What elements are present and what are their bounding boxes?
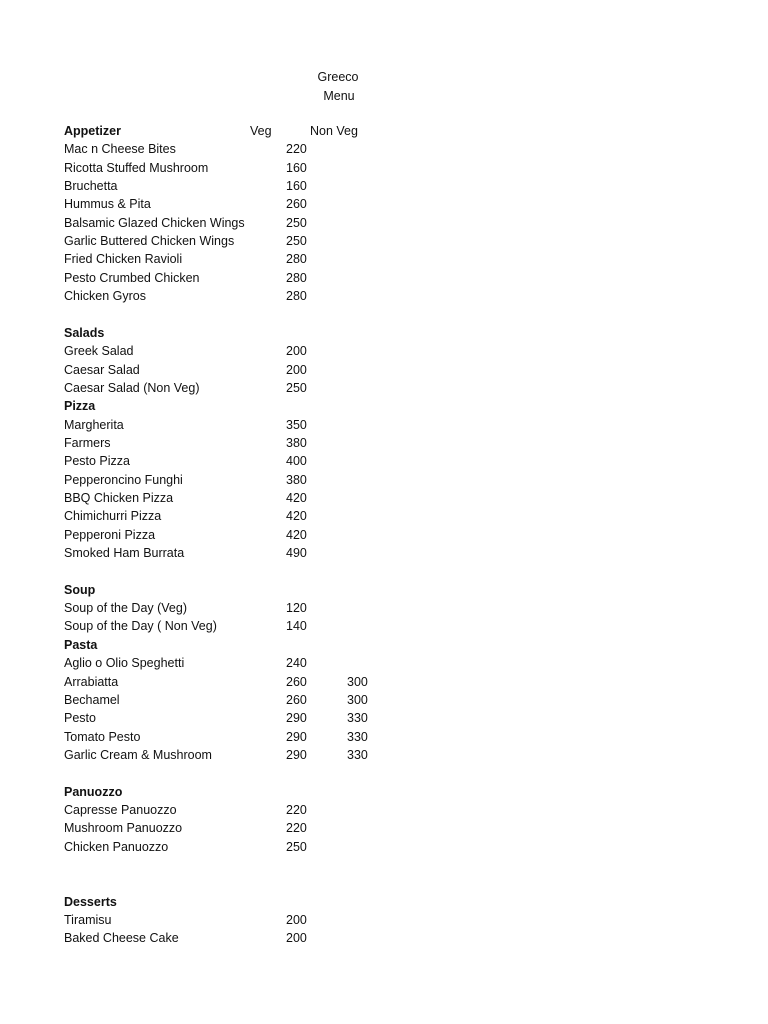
- menu-item-name: Soup of the Day (Veg): [64, 601, 187, 616]
- menu-item-row: [0, 509, 768, 527]
- menu-item-name: Hummus & Pita: [64, 197, 151, 212]
- menu-item-row: [0, 528, 768, 546]
- section-heading-label: Desserts: [64, 894, 117, 909]
- veg-price: 250: [286, 380, 307, 395]
- menu-item-name: Chimichurri Pizza: [64, 509, 162, 524]
- veg-price: 280: [286, 289, 307, 304]
- veg-price: 260: [286, 674, 307, 689]
- nonveg-price: 330: [347, 729, 368, 744]
- menu-item-name: Smoked Ham Burrata: [64, 546, 185, 561]
- menu-item-name: Chicken Gyros: [64, 289, 146, 304]
- menu-item-row: [0, 619, 768, 637]
- veg-price: 290: [286, 747, 307, 762]
- menu-item-row: [0, 601, 768, 619]
- menu-item-name: Baked Cheese Cake: [64, 931, 179, 946]
- menu-item-name: Capresse Panuozzo: [64, 802, 177, 817]
- menu-item-row: [0, 179, 768, 197]
- veg-price: 160: [286, 179, 307, 194]
- section-heading: [0, 124, 768, 142]
- veg-price: 200: [286, 362, 307, 377]
- menu-item-name: Mac n Cheese Bites: [64, 142, 176, 157]
- section-heading: [0, 399, 768, 417]
- menu-title: Greeco: [317, 70, 359, 84]
- menu-item-row: [0, 693, 768, 711]
- menu-item-row: [0, 656, 768, 674]
- menu-item-row: [0, 142, 768, 160]
- veg-price: 240: [286, 656, 307, 671]
- menu-item-name: Pesto Pizza: [64, 454, 131, 469]
- menu-item-row: [0, 363, 768, 381]
- menu-item-name: Caesar Salad (Non Veg): [64, 380, 200, 395]
- menu-item-name: Pepperoncino Funghi: [64, 472, 183, 487]
- veg-price: 290: [286, 711, 307, 726]
- menu-item-name: Aglio o Olio Speghetti: [64, 656, 185, 671]
- menu-item-row: [0, 289, 768, 307]
- menu-item-row: [0, 271, 768, 289]
- menu-item-row: [0, 197, 768, 215]
- veg-price: 420: [286, 527, 307, 542]
- menu-item-row: [0, 252, 768, 270]
- section-heading: [0, 785, 768, 803]
- menu-item-name: Pepperoni Pizza: [64, 527, 156, 542]
- menu-item-name: Tomato Pesto: [64, 729, 141, 744]
- menu-item-row: [0, 454, 768, 472]
- section-heading: [0, 895, 768, 913]
- menu-item-name: Pesto: [64, 711, 96, 726]
- veg-price: 140: [286, 619, 307, 634]
- veg-price: 260: [286, 197, 307, 212]
- menu-item-row: [0, 821, 768, 839]
- menu-item-row: [0, 491, 768, 509]
- veg-price: 160: [286, 160, 307, 175]
- veg-price: 220: [286, 802, 307, 817]
- veg-price: 220: [286, 142, 307, 157]
- section-heading: [0, 638, 768, 656]
- menu-item-row: [0, 675, 768, 693]
- section-heading-label: Appetizer: [64, 124, 121, 138]
- menu-item-row: [0, 711, 768, 729]
- menu-item-name: Tiramisu: [64, 913, 112, 928]
- menu-item-row: [0, 840, 768, 858]
- menu-item-row: [0, 748, 768, 766]
- menu-item-name: Farmers: [64, 435, 111, 450]
- menu-item-row: [0, 803, 768, 821]
- nonveg-price: 330: [347, 711, 368, 726]
- menu-item-row: [0, 913, 768, 931]
- menu-item-name: Garlic Buttered Chicken Wings: [64, 234, 235, 249]
- veg-price: 250: [286, 215, 307, 230]
- menu-item-row: [0, 730, 768, 748]
- menu-item-name: Margherita: [64, 417, 124, 432]
- veg-price: 380: [286, 472, 307, 487]
- section-heading: [0, 326, 768, 344]
- section-heading: [0, 583, 768, 601]
- veg-price: 280: [286, 252, 307, 267]
- section-heading-label: Salads: [64, 325, 105, 340]
- veg-price: 200: [286, 344, 307, 359]
- veg-price: 120: [286, 601, 307, 616]
- menu-item-row: [0, 161, 768, 179]
- menu-item-row: [0, 344, 768, 362]
- menu-item-name: Caesar Salad: [64, 362, 140, 377]
- veg-price: 490: [286, 546, 307, 561]
- veg-price: 260: [286, 692, 307, 707]
- veg-price: 200: [286, 931, 307, 946]
- nonveg-column-header: Non Veg: [310, 124, 358, 138]
- menu-item-row: [0, 234, 768, 252]
- section-heading-label: Pizza: [64, 399, 96, 414]
- veg-price: 420: [286, 491, 307, 505]
- menu-item-row: [0, 418, 768, 436]
- section-heading-label: Soup: [64, 582, 96, 597]
- veg-price: 250: [286, 839, 307, 854]
- menu-item-name: Balsamic Glazed Chicken Wings: [64, 215, 245, 230]
- veg-price: 220: [286, 821, 307, 836]
- nonveg-price: 330: [347, 747, 368, 762]
- veg-price: 200: [286, 913, 307, 928]
- menu-item-name: Greek Salad: [64, 344, 134, 359]
- veg-price: 350: [286, 417, 307, 432]
- section-heading-label: Pasta: [64, 637, 98, 652]
- menu-item-name: Fried Chicken Ravioli: [64, 252, 183, 267]
- nonveg-price: 300: [347, 674, 368, 689]
- menu-item-name: Mushroom Panuozzo: [64, 821, 183, 836]
- menu-item-row: [0, 546, 768, 564]
- menu-item-name: Ricotta Stuffed Mushroom: [64, 160, 209, 175]
- menu-item-row: [0, 216, 768, 234]
- veg-price: 380: [286, 435, 307, 450]
- menu-item-name: BBQ Chicken Pizza: [64, 491, 174, 505]
- section-heading-label: Panuozzo: [64, 784, 123, 799]
- menu-item-row: [0, 931, 768, 949]
- veg-price: 400: [286, 454, 307, 469]
- veg-column-header: Veg: [250, 124, 272, 138]
- menu-item-row: [0, 381, 768, 399]
- menu-item-name: Soup of the Day ( Non Veg): [64, 619, 217, 634]
- menu-item-name: Bechamel: [64, 692, 120, 707]
- menu-item-name: Pesto Crumbed Chicken: [64, 270, 200, 285]
- menu-item-name: Bruchetta: [64, 179, 118, 194]
- menu-item-name: Arrabiatta: [64, 674, 119, 689]
- veg-price: 280: [286, 270, 307, 285]
- veg-price: 250: [286, 234, 307, 249]
- nonveg-price: 300: [347, 692, 368, 707]
- menu-item-name: Garlic Cream & Mushroom: [64, 747, 212, 762]
- veg-price: 420: [286, 509, 307, 524]
- menu-item-row: [0, 473, 768, 491]
- veg-price: 290: [286, 729, 307, 744]
- menu-subtitle: Menu: [323, 89, 355, 103]
- menu-item-row: [0, 436, 768, 454]
- menu-item-name: Chicken Panuozzo: [64, 839, 169, 854]
